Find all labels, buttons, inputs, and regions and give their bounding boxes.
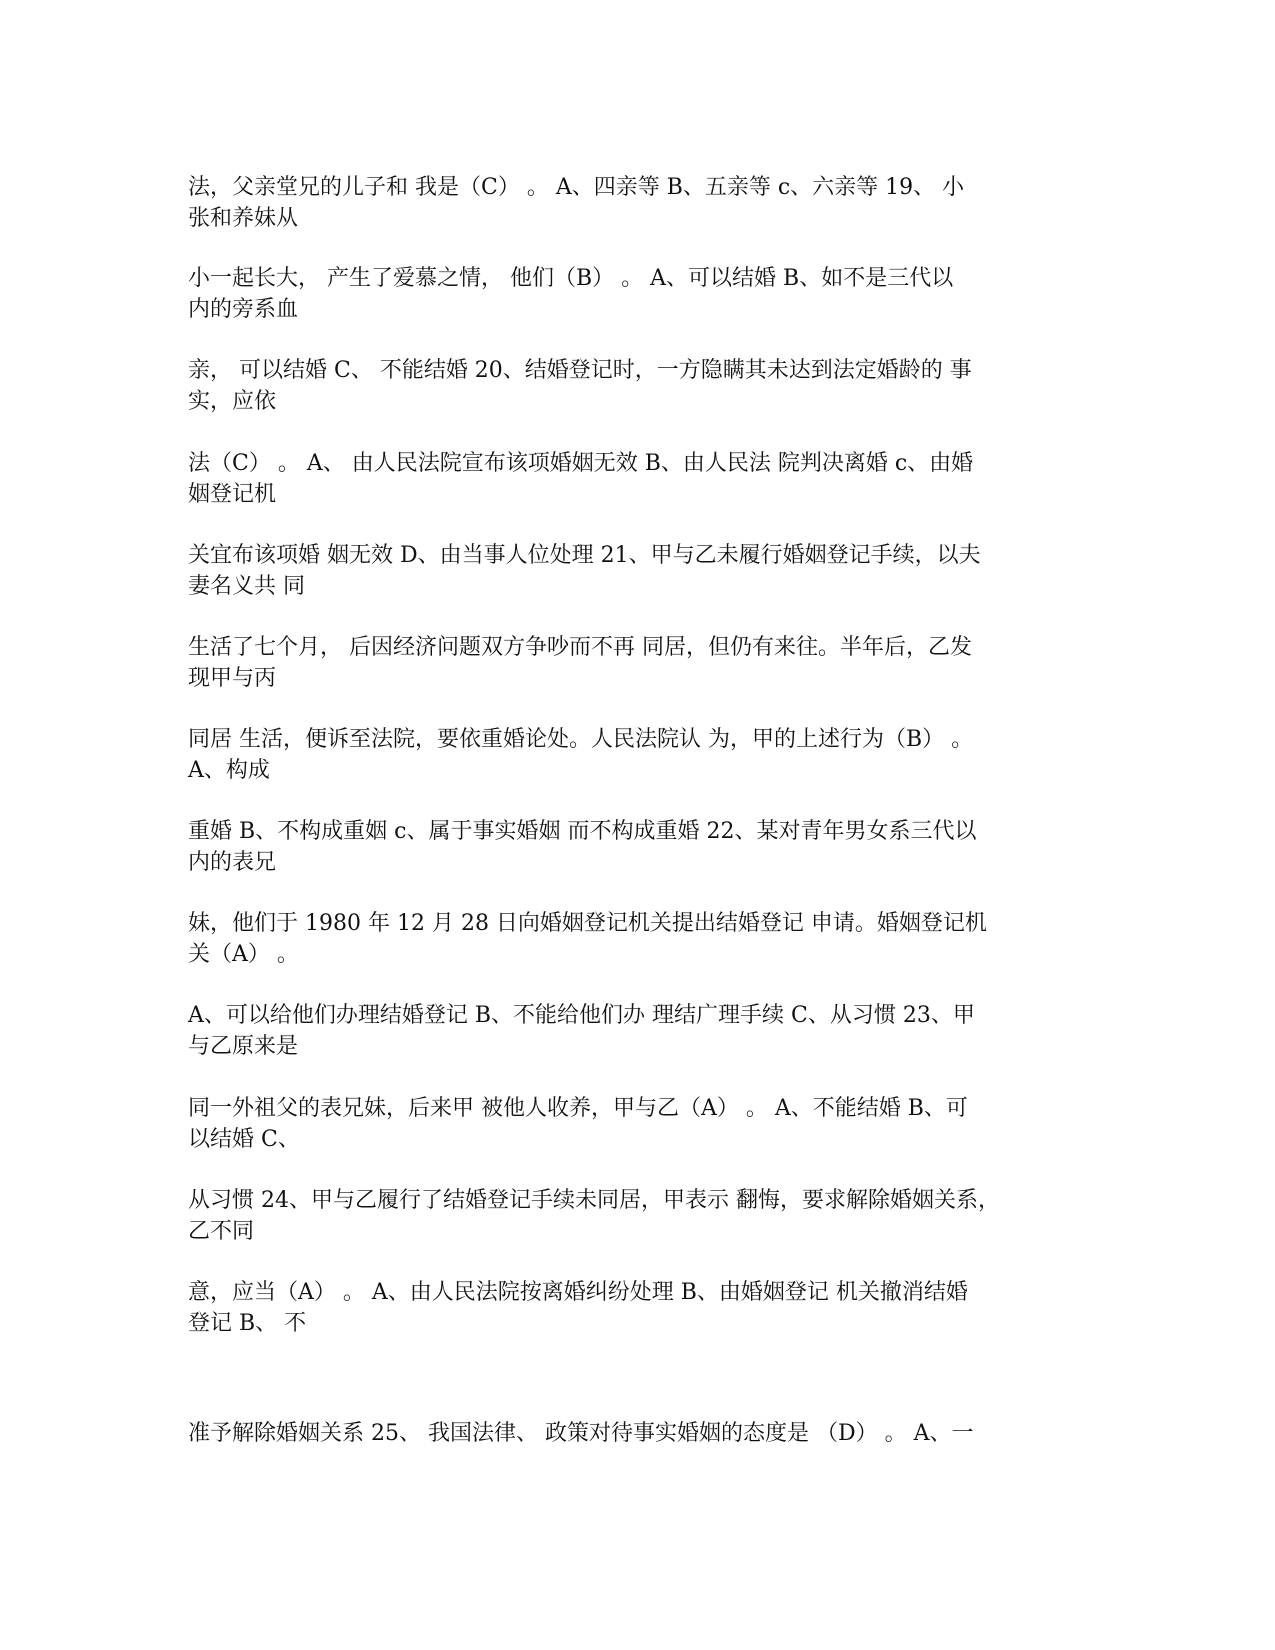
paragraph-13 xyxy=(188,1277,1098,1339)
paragraph-line: 意，应当（A） 。 A、由人民法院按离婚纠纷处理 B、由婚姻登记 机关撤消结婚 xyxy=(188,1280,968,1305)
paragraph-9 xyxy=(188,908,1098,970)
paragraph-3 xyxy=(188,355,1098,417)
paragraph-line: 同一外祖父的表兄妹，后来甲 被他人收养，甲与乙（A） 。 A、不能结婚 B、可 xyxy=(188,1096,968,1121)
paragraph-line: 妻名义共 同 xyxy=(188,574,305,599)
paragraph-6 xyxy=(188,632,1098,694)
paragraph-line: 妹，他们于 1980 年 12 月 28 日向婚姻登记机关提出结婚登记 申请。婚姻登记机 xyxy=(188,911,987,936)
paragraph-11 xyxy=(188,1093,1098,1155)
paragraph-5 xyxy=(188,540,1098,602)
paragraph-line: 从习惯 24、甲与乙履行了结婚登记手续未同居，甲表示 翻悔，要求解除婚姻关系， xyxy=(188,1188,1000,1213)
paragraph-line: 与乙原来是 xyxy=(188,1034,299,1059)
paragraph-2 xyxy=(188,263,1098,325)
paragraph-line: 亲， 可以结婚 C、 不能结婚 20、结婚登记时，一方隐瞒其未达到法定婚龄的 事 xyxy=(188,358,972,383)
paragraph-line: 法（C） 。 A、 由人民法院宣布该项婚姻无效 B、由人民法 院判决离婚 c、由婚 xyxy=(188,451,974,476)
paragraph-8 xyxy=(188,816,1098,878)
paragraph-line: 法，父亲堂兄的儿子和 我是（C） 。 A、四亲等 B、五亲等 c、六亲等 19、 小 xyxy=(188,175,965,200)
paragraph-7 xyxy=(188,724,1098,786)
paragraph-line: 生活了七个月， 后因经济问题双方争吵而不再 同居，但仍有来往。半年后，乙发 xyxy=(188,635,972,660)
paragraph-line: 实，应依 xyxy=(188,389,277,414)
paragraph-4 xyxy=(188,448,1098,510)
paragraph-line: 现甲与丙 xyxy=(188,666,277,691)
paragraph-line: 关（A） 。 xyxy=(188,942,299,967)
paragraph-line: 准予解除婚姻关系 25、 我国法律、 政策对待事实婚姻的态度是 （D） 。 A、一 xyxy=(188,1421,974,1446)
paragraph-10 xyxy=(188,1000,1098,1062)
paragraph-line: 以结婚 C、 xyxy=(188,1127,300,1152)
paragraph-line: 登记 B、 不 xyxy=(188,1311,307,1336)
paragraph-line: 同居 生活，便诉至法院，要依重婚论处。人民法院认 为，甲的上述行为（B） 。 xyxy=(188,727,974,752)
paragraph-line: 内的表兄 xyxy=(188,850,277,875)
paragraph-line: 张和养妹从 xyxy=(188,206,299,231)
paragraph-line: 重婚 B、不构成重姻 c、属于事实婚姻 而不构成重婚 22、某对青年男女系三代以 xyxy=(188,819,977,844)
paragraph-line: A、可以给他们办理结婚登记 B、不能给他们办 理结广理手续 C、从习惯 23、甲 xyxy=(188,1003,975,1028)
paragraph-line: 乙不同 xyxy=(188,1219,255,1244)
paragraph-line: 姻登记机 xyxy=(188,482,277,507)
paragraph-line: 关宜布该项婚 姻无效 D、由当事人位处理 21、甲与乙未履行婚姻登记手续，以夫 xyxy=(188,543,981,568)
paragraph-line: 内的旁系血 xyxy=(188,297,299,322)
paragraph-line: A、构成 xyxy=(188,758,270,783)
paragraph-line: 小一起长大， 产生了爱慕之情， 他们（B） 。 A、可以结婚 B、如不是三代以 xyxy=(188,266,954,291)
paragraph-1 xyxy=(188,172,1098,234)
paragraph-14 xyxy=(188,1418,1098,1449)
paragraph-12 xyxy=(188,1185,1098,1247)
